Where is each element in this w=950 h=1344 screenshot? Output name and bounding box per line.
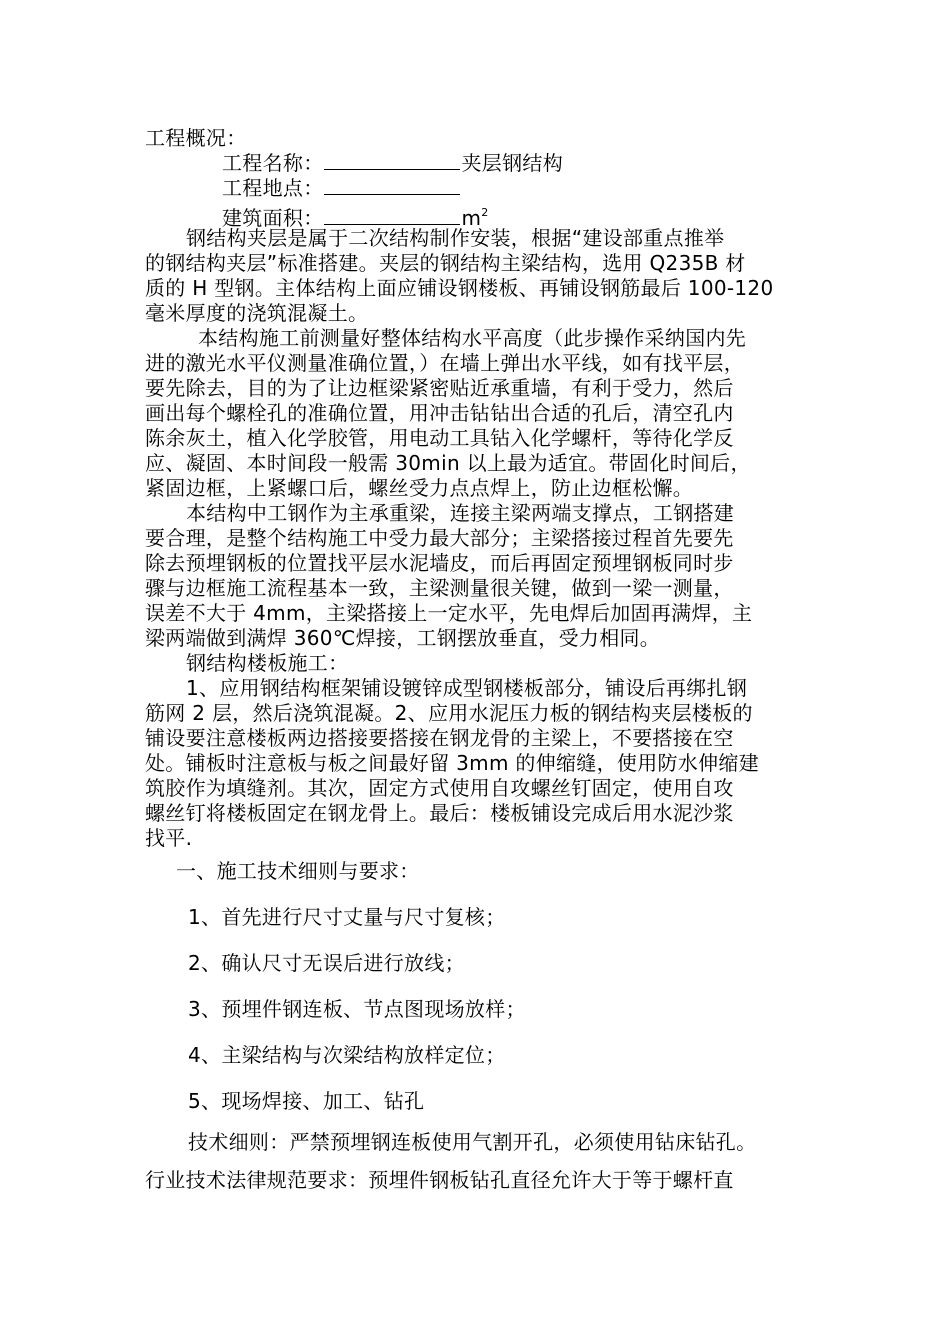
- step-item: 2、确认尺寸无误后进行放线；: [188, 951, 465, 975]
- body-line: 要合理，是整个结构施工中受力最大部分；主梁搭接过程首先要先: [145, 526, 734, 550]
- project-name-blank: [324, 151, 460, 170]
- body-line: 除去预埋钢板的位置找平层水泥墙皮，而后再固定预埋钢板同时步: [145, 551, 734, 575]
- tech-line: 技术细则：严禁预埋钢连板使用气割开孔，必须使用钻床钻孔。: [188, 1130, 757, 1154]
- body-line: 处。铺板时注意板与板之间最好留 3mm 的伸缩缝，使用防水伸缩建: [145, 751, 760, 775]
- body-line: 质的 H 型钢。主体结构上面应铺设钢楼板、再铺设钢筋最后 100-120: [145, 276, 774, 300]
- body-line: 的钢结构夹层”标准搭建。夹层的钢结构主梁结构，选用 Q235B 材: [145, 251, 746, 275]
- area-unit: m: [461, 206, 482, 230]
- body-line: 要先除去，目的为了让边框梁紧密贴近承重墙，有利于受力，然后: [145, 376, 734, 400]
- overview-heading: 工程概况：: [145, 126, 247, 150]
- body-line: 找平.: [145, 826, 193, 850]
- project-name-label: 工程名称：: [222, 151, 324, 175]
- step-item: 3、预埋件钢连板、节点图现场放样；: [188, 997, 526, 1021]
- body-line: 误差不大于 4mm，主梁搭接上一定水平，先电焊后加固再满焊，主: [145, 601, 753, 625]
- project-name-row: [222, 151, 563, 175]
- step-item: 5、现场焊接、加工、钻孔: [188, 1089, 425, 1113]
- body-line: 筑胶作为填缝剂。其次，固定方式使用自攻螺丝钉固定，使用自攻: [145, 776, 734, 800]
- project-location-row: [222, 176, 462, 200]
- body-line: 画出每个螺栓孔的准确位置，用冲击钻钻出合适的孔后，清空孔内: [145, 401, 734, 425]
- body-line: 本结构施工前测量好整体结构水平高度（此步操作采纳国内先: [198, 326, 747, 350]
- body-line: 筋网 2 层，然后浇筑混凝。2、应用水泥压力板的钢结构夹层楼板的: [145, 701, 753, 725]
- body-line: 钢结构楼板施工：: [186, 651, 349, 675]
- body-line: 应、凝固、本时间段一般需 30min 以上最为适宜。带固化时间后，: [145, 451, 751, 475]
- body-line: 陈余灰土，植入化学胶管，用电动工具钻入化学螺杆，等待化学反: [145, 426, 734, 450]
- area-unit-sup: 2: [481, 206, 489, 219]
- tech-line: 行业技术法律规范要求：预埋件钢板钻孔直径允许大于等于螺杆直: [145, 1168, 734, 1192]
- body-line: 梁两端做到满焊 360℃焊接，工钢摆放垂直，受力相同。: [145, 626, 661, 650]
- body-line: 毫米厚度的浇筑混凝土。: [145, 301, 369, 325]
- step-item: 4、主梁结构与次梁结构放样定位；: [188, 1043, 506, 1067]
- body-line: 紧固边框，上紧螺口后，螺丝受力点点焊上，防止边框松懈。: [145, 476, 694, 500]
- project-area-blank: [324, 206, 460, 225]
- section-title: 一、施工技术细则与要求：: [176, 859, 420, 883]
- body-line: 钢结构夹层是属于二次结构制作安装，根据“建设部重点推举: [186, 226, 725, 250]
- project-location-blank: [324, 176, 460, 195]
- body-line: 本结构中工钢作为主承重梁，连接主梁两端支撑点，工钢搭建: [186, 501, 735, 525]
- step-item: 1、首先进行尺寸丈量与尺寸复核；: [188, 905, 506, 929]
- project-location-label: 工程地点：: [222, 176, 324, 200]
- body-line: 进的激光水平仪测量准确位置，）在墙上弹出水平线，如有找平层，: [145, 351, 744, 375]
- body-line: 骤与边框施工流程基本一致，主梁测量很关键，做到一梁一测量，: [145, 576, 734, 600]
- project-name-value: 夹层钢结构: [461, 151, 563, 175]
- project-area-label: 建筑面积：: [222, 206, 324, 230]
- body-line: 1、应用钢结构框架铺设镀锌成型钢楼板部分，铺设后再绑扎钢: [186, 676, 748, 700]
- body-line: 铺设要注意楼板两边搭接要搭接在钢龙骨的主梁上，不要搭接在空: [145, 726, 734, 750]
- body-line: 螺丝钉将楼板固定在钢龙骨上。最后：楼板铺设完成后用水泥沙浆: [145, 801, 734, 825]
